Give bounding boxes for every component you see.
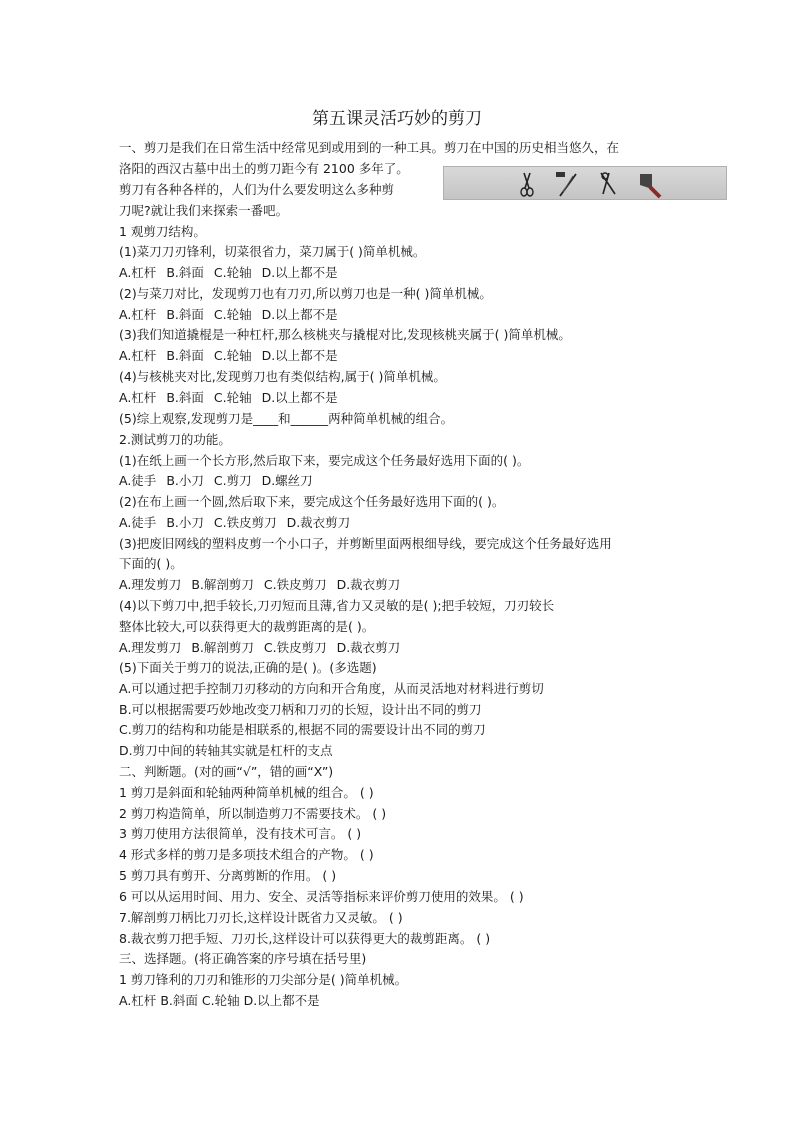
option-a[interactable]: A.杠杆	[119, 307, 157, 322]
option-b[interactable]: B.小刀	[166, 473, 204, 488]
option-c[interactable]: C.剪刀	[213, 473, 252, 488]
option-d[interactable]: D.以上都不是	[261, 307, 338, 322]
judge-item-1: 1 剪刀是斜面和轮轴两种简单机械的组合。 ( )	[119, 785, 374, 800]
option-b[interactable]: B.斜面	[166, 307, 204, 322]
option-d[interactable]: D.螺丝刀	[261, 473, 313, 488]
section2-question-4b: 整体比较大,可以获得更大的裁剪距离的是( )。	[119, 619, 375, 634]
section2-q2-options	[119, 515, 360, 531]
section2-q5-option-d[interactable]: D.剪刀中间的转轴其实就是杠杆的支点	[119, 743, 333, 758]
section2-q4-options	[119, 640, 410, 656]
option-c[interactable]: C.铁皮剪刀	[263, 640, 327, 655]
option-a[interactable]: A.杠杆	[119, 348, 157, 363]
option-a[interactable]: A.杠杆	[119, 993, 157, 1008]
choice-question-1: 1 剪刀锋利的刀刃和锥形的刀尖部分是( )简单机械。	[119, 972, 408, 987]
option-d[interactable]: D.以上都不是	[261, 265, 338, 280]
option-b[interactable]: B.解剖剪刀	[191, 577, 254, 592]
pruning-shears-icon	[597, 170, 621, 198]
option-c[interactable]: C.轮轴	[213, 265, 252, 280]
cleaver-icon	[638, 171, 662, 199]
option-b[interactable]: B.解剖剪刀	[191, 640, 254, 655]
option-b[interactable]: B.斜面	[166, 348, 204, 363]
option-c[interactable]: C.轮轴	[213, 390, 252, 405]
option-a[interactable]: A.徒手	[119, 473, 157, 488]
judge-item-7: 7.解剖剪刀柄比刀刃长,这样设计既省力又灵敏。 ( )	[119, 910, 403, 925]
choice-q1-options	[119, 993, 330, 1009]
intro-line-3: 剪刀有各种各样的，人们为什么要发明这么多种剪	[119, 182, 395, 197]
section1-q4-options	[119, 390, 348, 406]
option-a[interactable]: A.徒手	[119, 515, 157, 530]
section1-question-2: (2)与菜刀对比，发现剪刀也有刀刃,所以剪刀也是一种( )简单机械。	[119, 286, 492, 301]
intro-line-1: 一、剪刀是我们在日常生活中经常见到或用到的一种工具。剪刀在中国的历史相当悠久，在	[119, 140, 620, 155]
option-b[interactable]: B.斜面	[160, 993, 198, 1008]
section2-question-4a: (4)以下剪刀中,把手较长,刀刃短而且薄,省力又灵敏的是( );把手较短，刀刃较长	[119, 598, 555, 613]
section2-q5-option-b[interactable]: B.可以根据需要巧妙地改变刀柄和刀刃的长短，设计出不同的剪刀	[119, 702, 482, 717]
option-c[interactable]: C.铁皮剪刀	[263, 577, 327, 592]
option-c[interactable]: C.铁皮剪刀	[213, 515, 277, 530]
option-d[interactable]: D.裁衣剪刀	[286, 515, 351, 530]
section1-question-4: (4)与核桃夹对比,发现剪刀也有类似结构,属于( )简单机械。	[119, 369, 446, 384]
option-c[interactable]: C.轮轴	[201, 993, 240, 1008]
option-b[interactable]: B.小刀	[166, 515, 204, 530]
intro-line-4: 刀呢?就让我们来探索一番吧。	[119, 203, 289, 218]
judge-item-2: 2 剪刀构造简单，所以制造剪刀不需要技术。 ( )	[119, 806, 387, 821]
page-title: 第五课灵活巧妙的剪刀	[312, 109, 482, 129]
section2-q5-option-a[interactable]: A.可以通过把手控制刀刃移动的方向和开合角度，从而灵活地对材料进行剪切	[119, 681, 544, 696]
option-c[interactable]: C.轮轴	[213, 307, 252, 322]
section1-question-3: (3)我们知道撬棍是一种杠杆,那么核桃夹与撬棍对比,发现核桃夹属于( )简单机械。	[119, 327, 571, 342]
section1-q1-options	[119, 265, 348, 281]
section2-question-1: (1)在纸上画一个长方形,然后取下来，要完成这个任务最好选用下面的( )。	[119, 453, 530, 468]
option-d[interactable]: D.以上都不是	[261, 348, 338, 363]
section2-heading: 2.测试剪刀的功能。	[119, 432, 231, 447]
section1-q2-options	[119, 307, 348, 323]
section2-q1-options	[119, 473, 323, 489]
intro-line-2: 洛阳的西汉古墓中出土的剪刀距今有 2100 多年了。	[119, 161, 409, 176]
section2-question-3b: 下面的( )。	[119, 556, 183, 571]
scissors-icon	[518, 171, 536, 197]
option-d[interactable]: D.以上都不是	[261, 390, 338, 405]
judge-item-5: 5 剪刀具有剪开、分离剪断的作用。 ( )	[119, 868, 337, 883]
judge-item-3: 3 剪刀使用方法很简单，没有技术可言。 ( )	[119, 826, 362, 841]
wire-stripper-icon	[554, 170, 580, 198]
option-b[interactable]: B.斜面	[166, 390, 204, 405]
option-d[interactable]: D.裁衣剪刀	[336, 640, 401, 655]
option-d[interactable]: D.以上都不是	[243, 993, 320, 1008]
option-d[interactable]: D.裁衣剪刀	[336, 577, 401, 592]
option-a[interactable]: A.理发剪刀	[119, 640, 182, 655]
judge-item-4: 4 形式多样的剪刀是多项技术组合的产物。 ( )	[119, 847, 374, 862]
section2-question-3a: (3)把废旧网线的塑料皮剪一个小口子，并剪断里面两根细导线，要完成这个任务最好选用	[119, 536, 612, 551]
option-a[interactable]: A.杠杆	[119, 390, 157, 405]
judge-item-8: 8.裁衣剪刀把手短、刀刃长,这样设计可以获得更大的裁剪距离。 ( )	[119, 931, 491, 946]
section1-question-1: (1)菜刀刀刃锋利，切菜很省力，菜刀属于( )简单机械。	[119, 244, 426, 259]
section2-question-5: (5)下面关于剪刀的说法,正确的是( )。(多选题)	[119, 660, 377, 675]
section2-question-2: (2)在布上画一个圆,然后取下来，要完成这个任务最好选用下面的( )。	[119, 494, 505, 509]
scissors-types-figure	[443, 166, 727, 200]
option-b[interactable]: B.斜面	[166, 265, 204, 280]
option-a[interactable]: A.理发剪刀	[119, 577, 182, 592]
section2-q3-options	[119, 577, 410, 593]
section1-heading: 1 观剪刀结构。	[119, 224, 206, 239]
section2-q5-option-c[interactable]: C.剪刀的结构和功能是相联系的,根据不同的需要设计出不同的剪刀	[119, 722, 486, 737]
option-c[interactable]: C.轮轴	[213, 348, 252, 363]
choice-heading: 三、选择题。(将正确答案的序号填在括号里)	[119, 951, 367, 966]
option-a[interactable]: A.杠杆	[119, 265, 157, 280]
judge-item-6: 6 可以从运用时间、用力、安全、灵活等指标来评价剪刀使用的效果。 ( )	[119, 889, 524, 904]
section1-question-5: (5)综上观察,发现剪刀是____和______两种简单机械的组合。	[119, 411, 454, 426]
judge-heading: 二、判断题。(对的画“√”，错的画“X”)	[119, 764, 334, 779]
section1-q3-options	[119, 348, 348, 364]
